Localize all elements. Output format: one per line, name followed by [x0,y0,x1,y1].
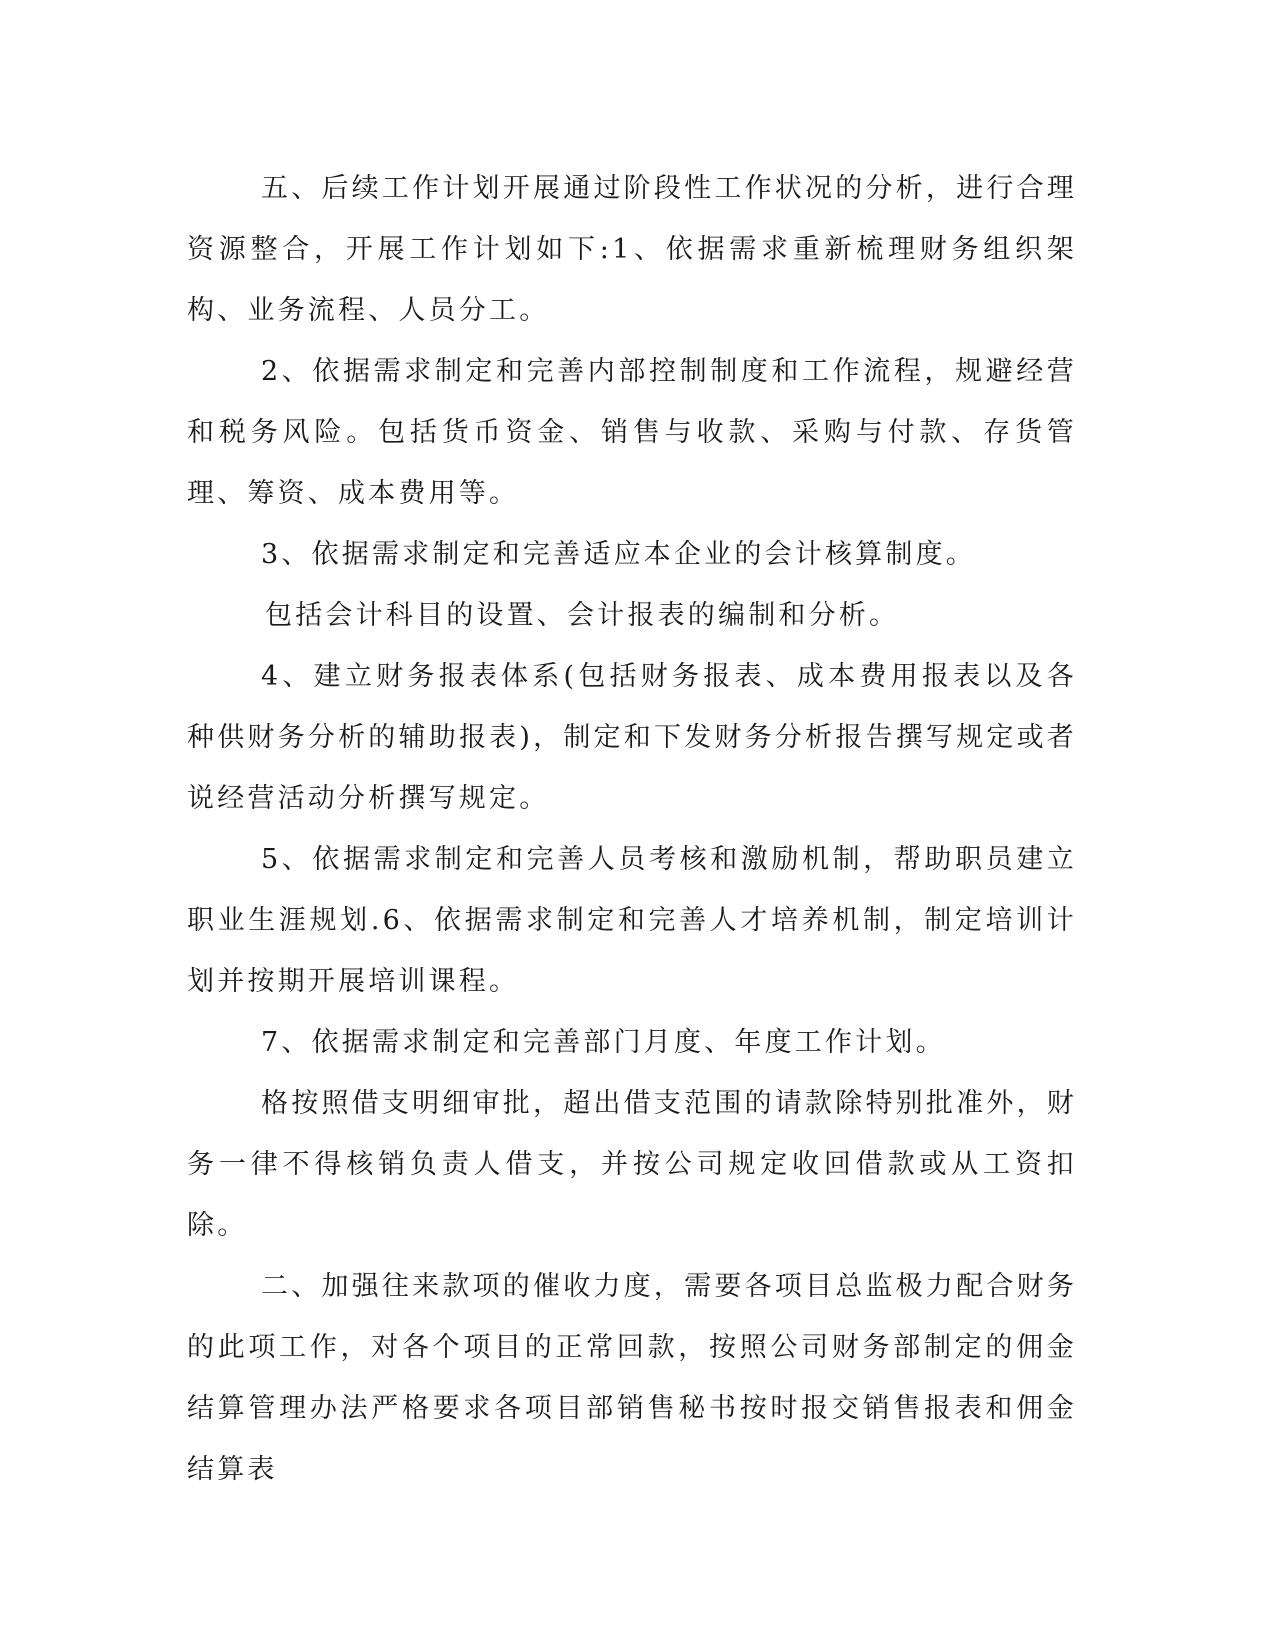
paragraph-financial-reports: 4、建立财务报表体系(包括财务报表、成本费用报表以及各种供财务分析的辅助报表)，制定和下发财务分析报告撰写规定或者说经营活动分析撰写规定。 [187,661,1077,814]
paragraph-accounting-subjects: 包括会计科目的设置、会计报表的编制和分析。 [265,600,900,631]
paragraph-accounting-system: 3、依据需求制定和完善适应本企业的会计核算制度。 [261,539,976,570]
paragraph-loan-approval: 格按照借支明细审批，超出借支范围的请款除特别批准外，财务一律不得核销负责人借支，并按公司规定收回借款或从工资扣除。 [187,1088,1077,1241]
paragraph-internal-control: 2、依据需求制定和完善内部控制制度和工作流程，规避经营和税务风险。包括货币资金、销售与收款、采购与付款、存货管理、筹资、成本费用等。 [187,356,1077,509]
document-body [187,158,1077,1500]
paragraph-receivables: 二、加强往来款项的催收力度，需要各项目总监极力配合财务的此项工作，对各个项目的正常回款，按照公司财务部制定的佣金结算管理办法严格要求各项目部销售秘书按时报交销售报表和佣金结算表 [187,1271,1077,1485]
paragraph-work-plan: 五、后续工作计划开展通过阶段性工作状况的分析，进行合理资源整合，开展工作计划如下:1、依据需求重新梳理财务组织架构、业务流程、人员分工。 [187,173,1077,326]
paragraph-department-plan: 7、依据需求制定和完善部门月度、年度工作计划。 [261,1027,946,1058]
paragraph-staff-assessment: 5、依据需求制定和完善人员考核和激励机制，帮助职员建立职业生涯规划.6、依据需求制定和完善人才培养机制，制定培训计划并按期开展培训课程。 [187,844,1077,997]
